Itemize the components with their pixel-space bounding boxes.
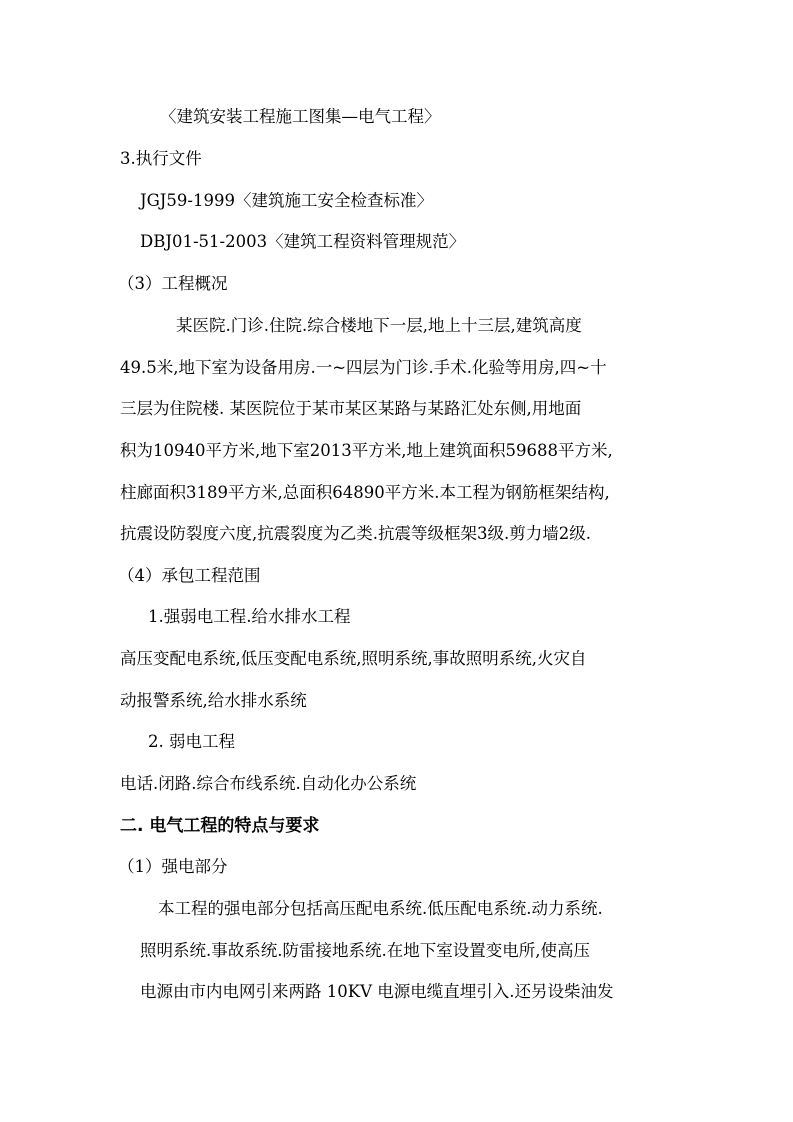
reference-line: 〈建筑安装工程施工图集—电气工程〉 xyxy=(160,107,441,126)
paragraph-line: 照明系统.事故系统.防雷接地系统.在地下室设置变电所,使高压 xyxy=(140,941,590,960)
paragraph-line: 抗震设防裂度六度,抗震裂度为乙类.抗震等级框架3级.剪力墙2级. xyxy=(120,524,591,543)
list-heading: 1.强弱电工程.给水排水工程 xyxy=(148,607,351,626)
paragraph-line: 电源由市内电网引来两路 10KV 电源电缆直埋引入.还另设柴油发 xyxy=(140,982,614,1001)
paragraph-line: 电话.闭路.综合布线系统.自动化办公系统 xyxy=(120,774,417,793)
standard-line: DBJ01-51-2003〈建筑工程资料管理规范〉 xyxy=(140,232,466,251)
paragraph-line: 49.5米,地下室为设备用房.一~四层为门诊.手术.化验等用房,四~十 xyxy=(120,358,607,377)
subsection-heading: （3）工程概况 xyxy=(118,274,228,293)
paragraph-line: 动报警系统,给水排水系统 xyxy=(120,691,307,710)
subsection-heading: （4）承包工程范围 xyxy=(118,566,261,585)
paragraph-line: 高压变配电系统,低压变配电系统,照明系统,事故照明系统,火灾自 xyxy=(120,649,587,668)
paragraph-line: 三层为住院楼. 某医院位于某市某区某路与某路汇处东侧,用地面 xyxy=(120,399,582,418)
paragraph-line: 柱廊面积3189平方米,总面积64890平方米.本工程为钢筋框架结构, xyxy=(120,483,610,502)
paragraph-line: 某医院.门诊.住院.综合楼地下一层,地上十三层,建筑高度 xyxy=(176,316,582,335)
standard-line: JGJ59-1999〈建筑施工安全检查标准〉 xyxy=(140,191,433,210)
paragraph-line: 本工程的强电部分包括高压配电系统.低压配电系统.动力系统. xyxy=(158,899,603,918)
section-heading: 3.执行文件 xyxy=(120,149,202,168)
list-heading: 2. 弱电工程 xyxy=(148,732,235,751)
chapter-heading: 二. 电气工程的特点与要求 xyxy=(120,816,320,836)
paragraph-line: 积为10940平方米,地下室2013平方米,地上建筑面积59688平方米, xyxy=(120,441,613,460)
subsection-heading: （1）强电部分 xyxy=(118,857,228,876)
